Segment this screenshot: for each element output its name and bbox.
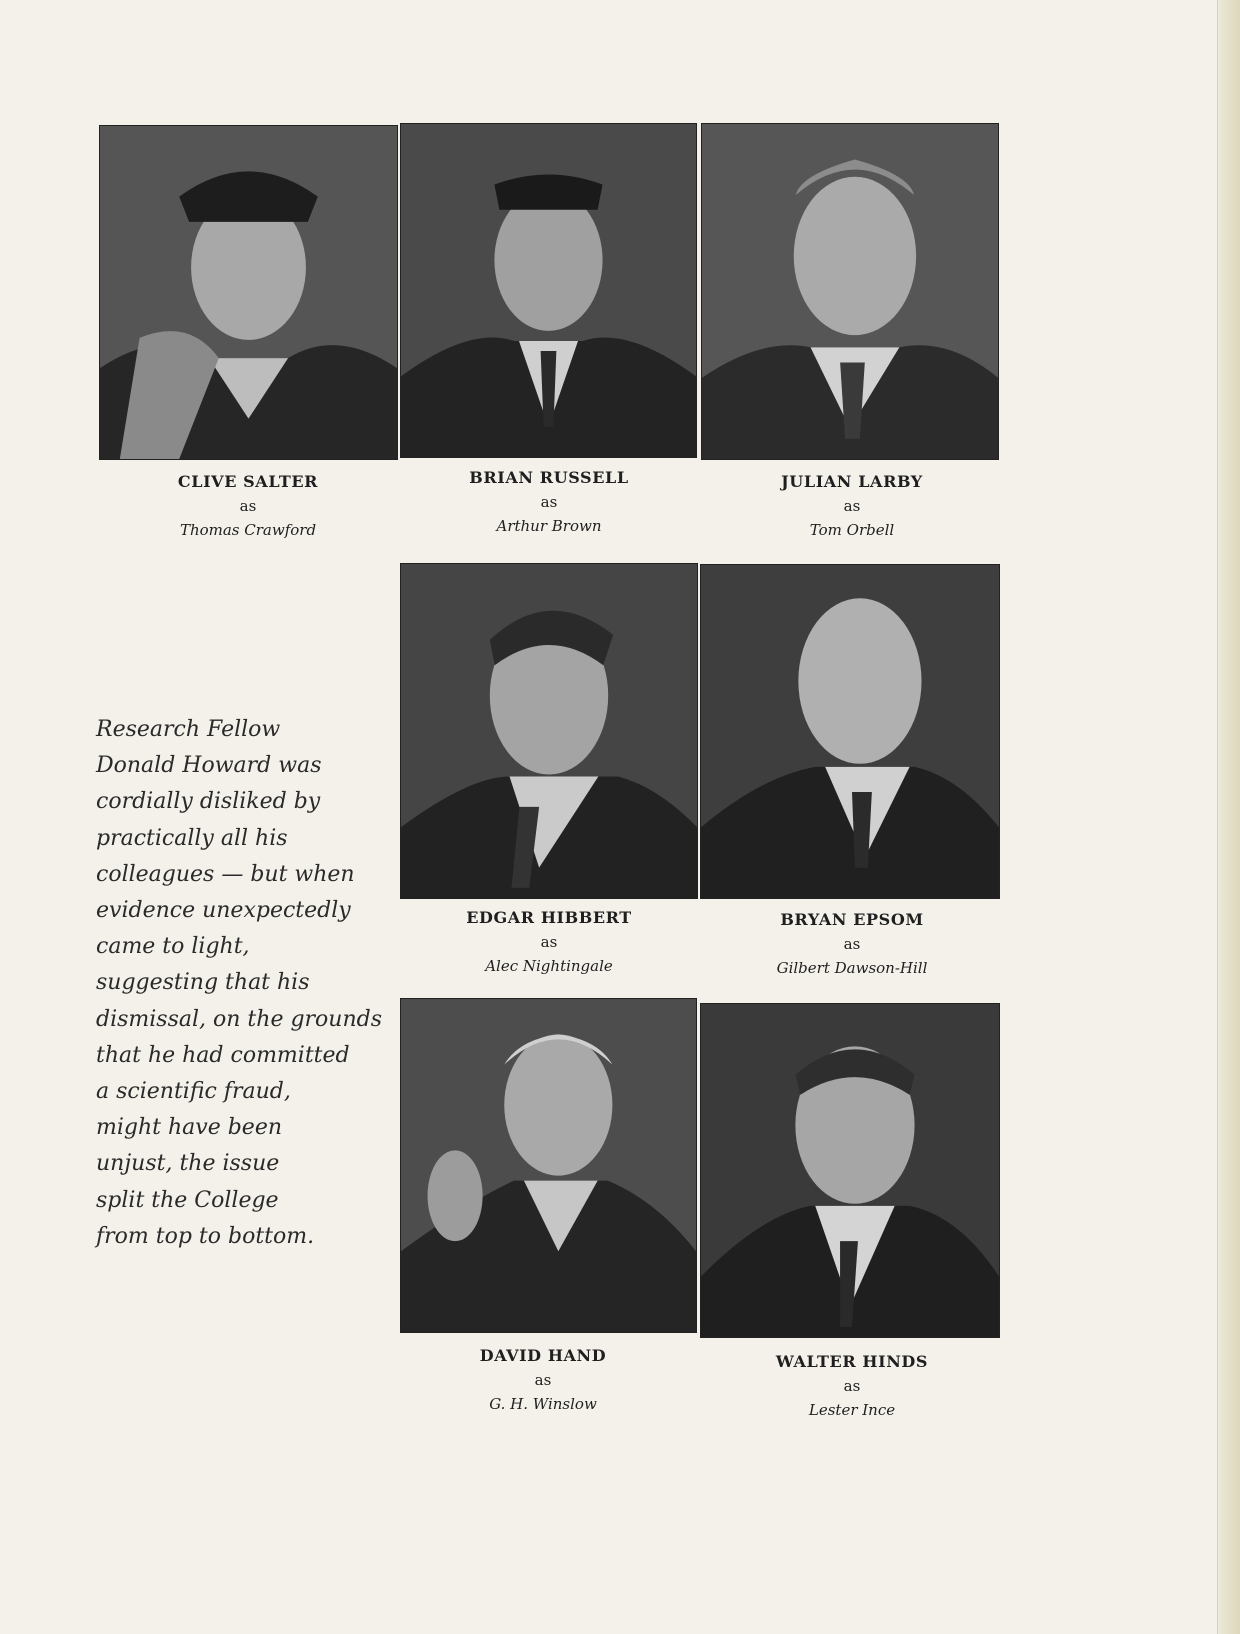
- role-name: Alec Nightingale: [485, 957, 613, 975]
- synopsis-text: Research Fellow Donald Howard was cordially disliked by practically all his colleagues — but when evidence unexpectedly came to light, suggesting that his dismissal, on the grounds that he had committed a scientific fraud, might have been unjust, the issue split the College from top to bottom.: [96, 717, 383, 1249]
- as-connector: as: [843, 935, 861, 953]
- actor-name: DAVID HAND: [479, 1346, 607, 1365]
- role-name: Thomas Crawford: [179, 521, 317, 539]
- portrait-photo-julian-larby: [701, 123, 999, 460]
- actor-name: BRIAN RUSSELL: [469, 468, 629, 487]
- cast-caption-david-hand: [393, 1344, 693, 1416]
- as-connector: as: [843, 1377, 861, 1395]
- as-connector: as: [540, 933, 558, 951]
- cast-caption-julian-larby: [702, 470, 1002, 542]
- portrait-photo-walter-hinds: [700, 1003, 1000, 1338]
- portrait-photo-clive-salter: [99, 125, 398, 460]
- as-connector: as: [534, 1371, 552, 1389]
- role-name: G. H. Winslow: [489, 1395, 597, 1413]
- role-name: Tom Orbell: [809, 521, 895, 539]
- role-name: Lester Ince: [808, 1401, 896, 1419]
- portrait-photo-david-hand: [400, 998, 697, 1333]
- actor-name: WALTER HINDS: [775, 1352, 929, 1371]
- as-connector: as: [843, 497, 861, 515]
- as-connector: as: [540, 493, 558, 511]
- cast-caption-brian-russell: [399, 466, 699, 538]
- portrait-photo-bryan-epsom: [700, 564, 1000, 899]
- portrait-photo-edgar-hibbert: [400, 563, 698, 899]
- actor-name: JULIAN LARBY: [781, 472, 923, 491]
- page-edge: [1217, 0, 1240, 1634]
- role-name: Gilbert Dawson-Hill: [776, 959, 928, 977]
- as-connector: as: [239, 497, 257, 515]
- actor-name: EDGAR HIBBERT: [466, 908, 632, 927]
- role-name: Arthur Brown: [496, 517, 602, 535]
- cast-caption-edgar-hibbert: [399, 906, 699, 978]
- actor-name: CLIVE SALTER: [177, 472, 319, 491]
- actor-name: BRYAN EPSOM: [780, 910, 924, 929]
- portrait-photo-brian-russell: [400, 123, 697, 458]
- cast-caption-bryan-epsom: [702, 908, 1002, 980]
- cast-caption-walter-hinds: [702, 1350, 1002, 1422]
- cast-caption-clive-salter: [98, 470, 398, 542]
